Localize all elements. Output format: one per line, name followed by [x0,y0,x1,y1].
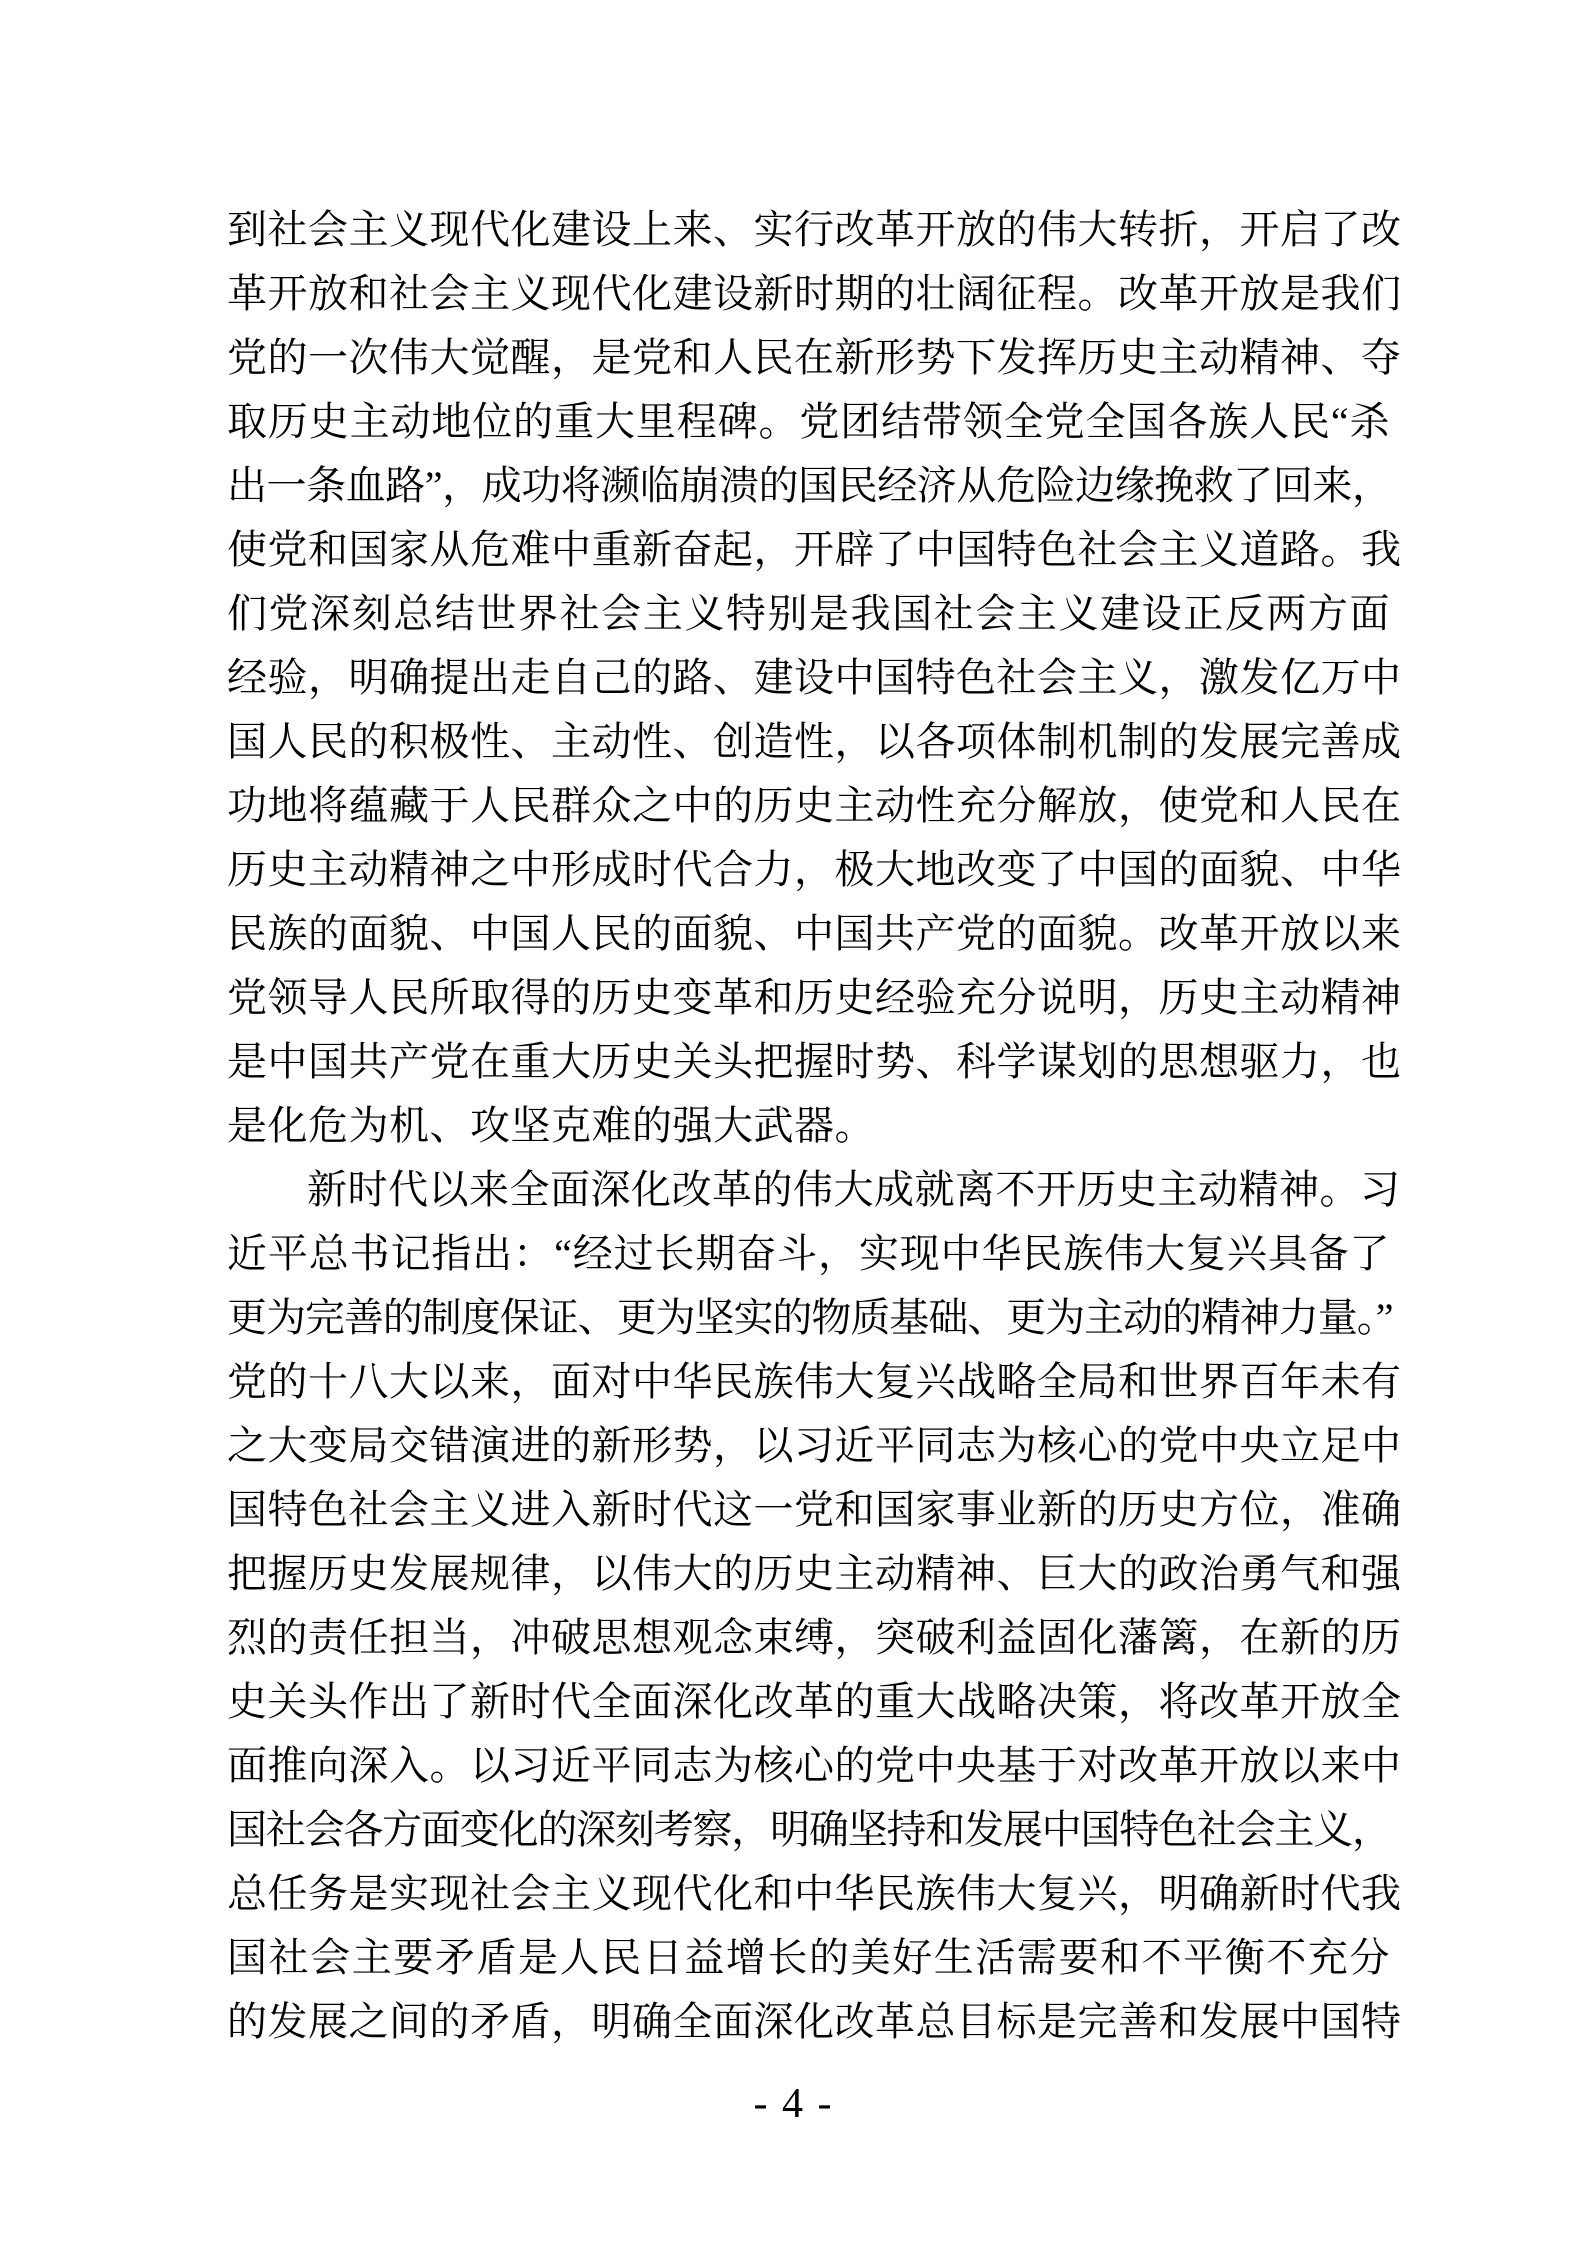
text-line: 取历史主动地位的重大里程碑。党团结带领全党全国各族人民“杀 [227,399,1390,444]
text-line: 是中国共产党在重大历史关头把握时势、科学谋划的思想驱力，也 [227,1039,1402,1084]
text-line: 们党深刻总结世界社会主义特别是我国社会主义建设正反两方面 [227,591,1390,636]
text-line: 经验，明确提出走自己的路、建设中国特色社会主义，激发亿万中 [227,655,1402,700]
text-line: 之大变局交错演进的新形势，以习近平同志为核心的党中央立足中 [227,1423,1402,1468]
text-line: 国社会主要矛盾是人民日益增长的美好生活需要和不平衡不充分 [227,1935,1390,1980]
text-line: 党领导人民所取得的历史变革和历史经验充分说明，历史主动精神 [227,975,1402,1020]
text-line: 出一条血路”，成功将濒临崩溃的国民经济从危险边缘挽救了回来， [227,463,1390,508]
text-line: 革开放和社会主义现代化建设新时期的壮阔征程。改革开放是我们 [227,271,1402,316]
text-line: 是化危为机、攻坚克难的强大武器。 [227,1103,875,1148]
text-line: 历史主动精神之中形成时代合力，极大地改变了中国的面貌、中华 [227,847,1402,892]
text-line: 民族的面貌、中国人民的面貌、中国共产党的面貌。改革开放以来 [227,911,1402,956]
text-line: 使党和国家从危难中重新奋起，开辟了中国特色社会主义道路。我 [227,527,1402,572]
text-line: 国人民的积极性、主动性、创造性，以各项体制机制的发展完善成 [227,719,1402,764]
text-line: 面推向深入。以习近平同志为核心的党中央基于对改革开放以来中 [227,1743,1402,1788]
text-line: 国特色社会主义进入新时代这一党和国家事业新的历史方位，准确 [227,1487,1402,1532]
text-line: 更为完善的制度保证、更为坚实的物质基础、更为主动的精神力量。” [227,1295,1390,1340]
text-line: 党的一次伟大觉醒，是党和人民在新形势下发挥历史主动精神、夺 [227,335,1402,380]
text-line: 史关头作出了新时代全面深化改革的重大战略决策，将改革开放全 [227,1679,1402,1724]
text-line: 总任务是实现社会主义现代化和中华民族伟大复兴，明确新时代我 [227,1871,1402,1916]
text-line: 新时代以来全面深化改革的伟大成就离不开历史主动精神。习 [307,1167,1401,1212]
text-line: 党的十八大以来，面对中华民族伟大复兴战略全局和世界百年未有 [227,1359,1402,1404]
text-line: 国社会各方面变化的深刻考察，明确坚持和发展中国特色社会主义， [227,1807,1390,1852]
text-line: 把握历史发展规律，以伟大的历史主动精神、巨大的政治勇气和强 [227,1551,1402,1596]
page-number: - 4 - [753,2081,834,2127]
body-text [227,198,1402,2054]
text-line: 烈的责任担当，冲破思想观念束缚，突破利益固化藩篱，在新的历 [227,1615,1402,1660]
text-line: 功地将蕴藏于人民群众之中的历史主动性充分解放，使党和人民在 [227,783,1402,828]
text-line: 的发展之间的矛盾，明确全面深化改革总目标是完善和发展中国特 [227,1999,1402,2044]
text-line: 近平总书记指出：“经过长期奋斗，实现中华民族伟大复兴具备了 [227,1231,1390,1276]
text-line: 到社会主义现代化建设上来、实行改革开放的伟大转折，开启了改 [227,207,1402,252]
